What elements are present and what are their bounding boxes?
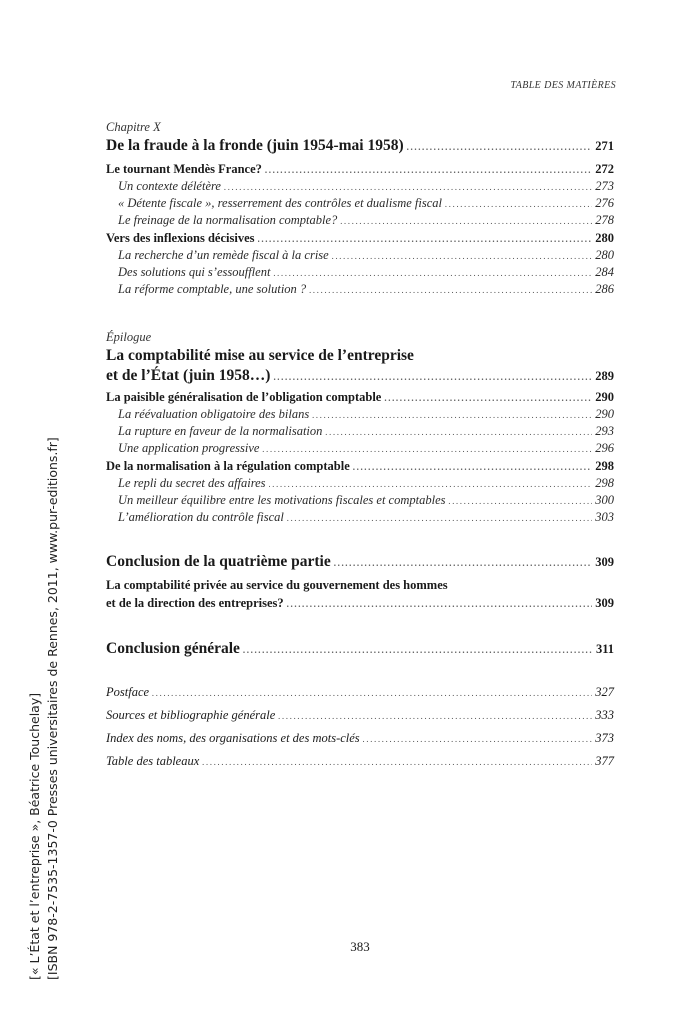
toc-entry-section: [106, 229, 614, 247]
toc-entry-chapter: [106, 136, 614, 156]
entry-title: et de la direction des entreprises?: [106, 596, 284, 610]
entry-page: 377: [595, 754, 614, 768]
entry-page: 309: [595, 555, 614, 569]
entry-page: 303: [595, 510, 614, 524]
entry-page: 280: [595, 248, 614, 262]
toc-entry-subsection: [106, 475, 614, 492]
toc-entry-back-matter: [106, 681, 614, 704]
dot-leader: [224, 179, 592, 196]
entry-page: 373: [595, 731, 614, 745]
dot-leader: [384, 389, 592, 407]
entry-page: 296: [595, 441, 614, 455]
toc-entry-section: [106, 388, 614, 406]
entry-page: 290: [595, 407, 614, 421]
side-citation-line2: [ISBN 978-2-7535-1357-0 Presses universitaires de Rennes, 2011, www.pur-editions.fr]: [45, 437, 60, 980]
dot-leader: [202, 751, 592, 774]
dot-leader: [407, 137, 593, 157]
toc-entry-subsection: [106, 423, 614, 440]
side-citation: [26, 340, 62, 980]
toc-entry-subsection: [106, 178, 614, 195]
toc-entry-conclusion-partie: [106, 552, 614, 572]
entry-page: 278: [595, 213, 614, 227]
entry-title: Conclusion générale: [106, 640, 240, 657]
entry-page: 272: [595, 162, 614, 176]
toc-entry-section: [106, 160, 614, 178]
dot-leader: [363, 728, 593, 751]
entry-page: 309: [595, 596, 614, 610]
toc-entry-section: [106, 457, 614, 475]
dot-leader: [273, 367, 592, 387]
entry-title: Une application progressive: [118, 441, 260, 455]
entry-page: 298: [595, 476, 614, 490]
entry-page: 284: [595, 265, 614, 279]
toc-entry-back-matter: [106, 750, 614, 773]
toc-entry-back-matter: [106, 727, 614, 750]
dot-leader: [332, 248, 593, 265]
toc-entry-subsection: [106, 281, 614, 298]
entry-title: La paisible généralisation de l’obligation comptable: [106, 390, 382, 404]
entry-title: Sources et bibliographie générale: [106, 708, 276, 722]
entry-title: Le tournant Mendès France?: [106, 162, 262, 176]
toc-entry-subsection: [106, 212, 614, 229]
chapter-label: Chapitre X: [106, 120, 161, 134]
toc-entry-back-matter: [106, 704, 614, 727]
entry-title: Des solutions qui s’essoufflent: [118, 265, 271, 279]
entry-title: « Détente fiscale », resserrement des contrôles et dualisme fiscal: [118, 196, 443, 210]
toc-entry-subsection: [106, 247, 614, 264]
dot-leader: [309, 282, 592, 299]
dot-leader: [340, 213, 592, 230]
entry-page: 300: [595, 493, 614, 507]
entry-page: 298: [595, 459, 614, 473]
entry-title: La recherche d’un remède fiscal à la crise: [118, 248, 329, 262]
dot-leader: [262, 441, 592, 458]
entry-title: De la fraude à la fronde (juin 1954-mai 1958): [106, 137, 404, 154]
toc-entry-subsection: [106, 195, 614, 212]
dot-leader: [265, 161, 592, 179]
entry-page: 289: [595, 369, 614, 383]
entry-page: 327: [595, 685, 614, 699]
entry-page: 311: [595, 642, 614, 656]
toc-entry-conclusion-generale: [106, 639, 614, 659]
entry-page: 290: [595, 390, 614, 404]
dot-leader: [312, 407, 592, 424]
entry-title: Un contexte délétère: [118, 179, 221, 193]
entry-title: Index des noms, des organisations et des mots-clés: [106, 731, 360, 745]
epilogue-label: Épilogue: [106, 330, 152, 344]
dot-leader: [353, 458, 593, 476]
conclusion-section-line1: La comptabilité privée au service du gouvernement des hommes: [106, 578, 448, 592]
dot-leader: [445, 196, 592, 213]
entry-title: La réévaluation obligatoire des bilans: [118, 407, 310, 421]
entry-title: Conclusion de la quatrième partie: [106, 553, 331, 570]
entry-title: Un meilleur équilibre entre les motivations fiscales et comptables: [118, 493, 446, 507]
side-citation-line1: [« L’État et l’entreprise », Béatrice Touchelay]: [27, 692, 42, 980]
epilogue-title-line1: La comptabilité mise au service de l’entreprise: [106, 347, 414, 364]
entry-title: Le repli du secret des affaires: [118, 476, 266, 490]
toc-entry-subsection: [106, 440, 614, 457]
dot-leader: [334, 553, 593, 573]
entry-title: Table des tableaux: [106, 754, 200, 768]
dot-leader: [258, 230, 593, 248]
entry-page: 293: [595, 424, 614, 438]
entry-page: 286: [595, 282, 614, 296]
dot-leader: [287, 510, 592, 527]
entry-title: La rupture en faveur de la normalisation: [118, 424, 323, 438]
toc-entry-subsection: [106, 492, 614, 509]
entry-title: De la normalisation à la régulation comptable: [106, 459, 350, 473]
entry-title: et de l’État (juin 1958…): [106, 367, 271, 384]
toc-entry-subsection: [106, 406, 614, 423]
dot-leader: [152, 682, 592, 705]
entry-title: Le freinage de la normalisation comptable?: [118, 213, 338, 227]
entry-title: L’amélioration du contrôle fiscal: [118, 510, 284, 524]
entry-title: La réforme comptable, une solution ?: [118, 282, 307, 296]
dot-leader: [448, 493, 592, 510]
entry-page: 333: [595, 708, 614, 722]
page-number: 383: [350, 939, 370, 954]
toc-entry-epilogue: [106, 366, 614, 386]
entry-title: Postface: [106, 685, 150, 699]
dot-leader: [273, 265, 592, 282]
running-head: TABLE DES MATIÈRES: [510, 80, 616, 91]
entry-title: Vers des inflexions décisives: [106, 231, 255, 245]
toc-entry-subsection: [106, 264, 614, 281]
entry-page: 271: [595, 139, 614, 153]
dot-leader: [278, 705, 592, 728]
entry-page: 280: [595, 231, 614, 245]
dot-leader: [287, 595, 593, 613]
entry-page: 276: [595, 196, 614, 210]
entry-page: 273: [595, 179, 614, 193]
dot-leader: [325, 424, 592, 441]
toc-entry-subsection: [106, 509, 614, 526]
dot-leader: [243, 640, 593, 660]
dot-leader: [269, 476, 593, 493]
table-of-contents: [106, 118, 614, 773]
toc-entry-section: [106, 594, 614, 612]
